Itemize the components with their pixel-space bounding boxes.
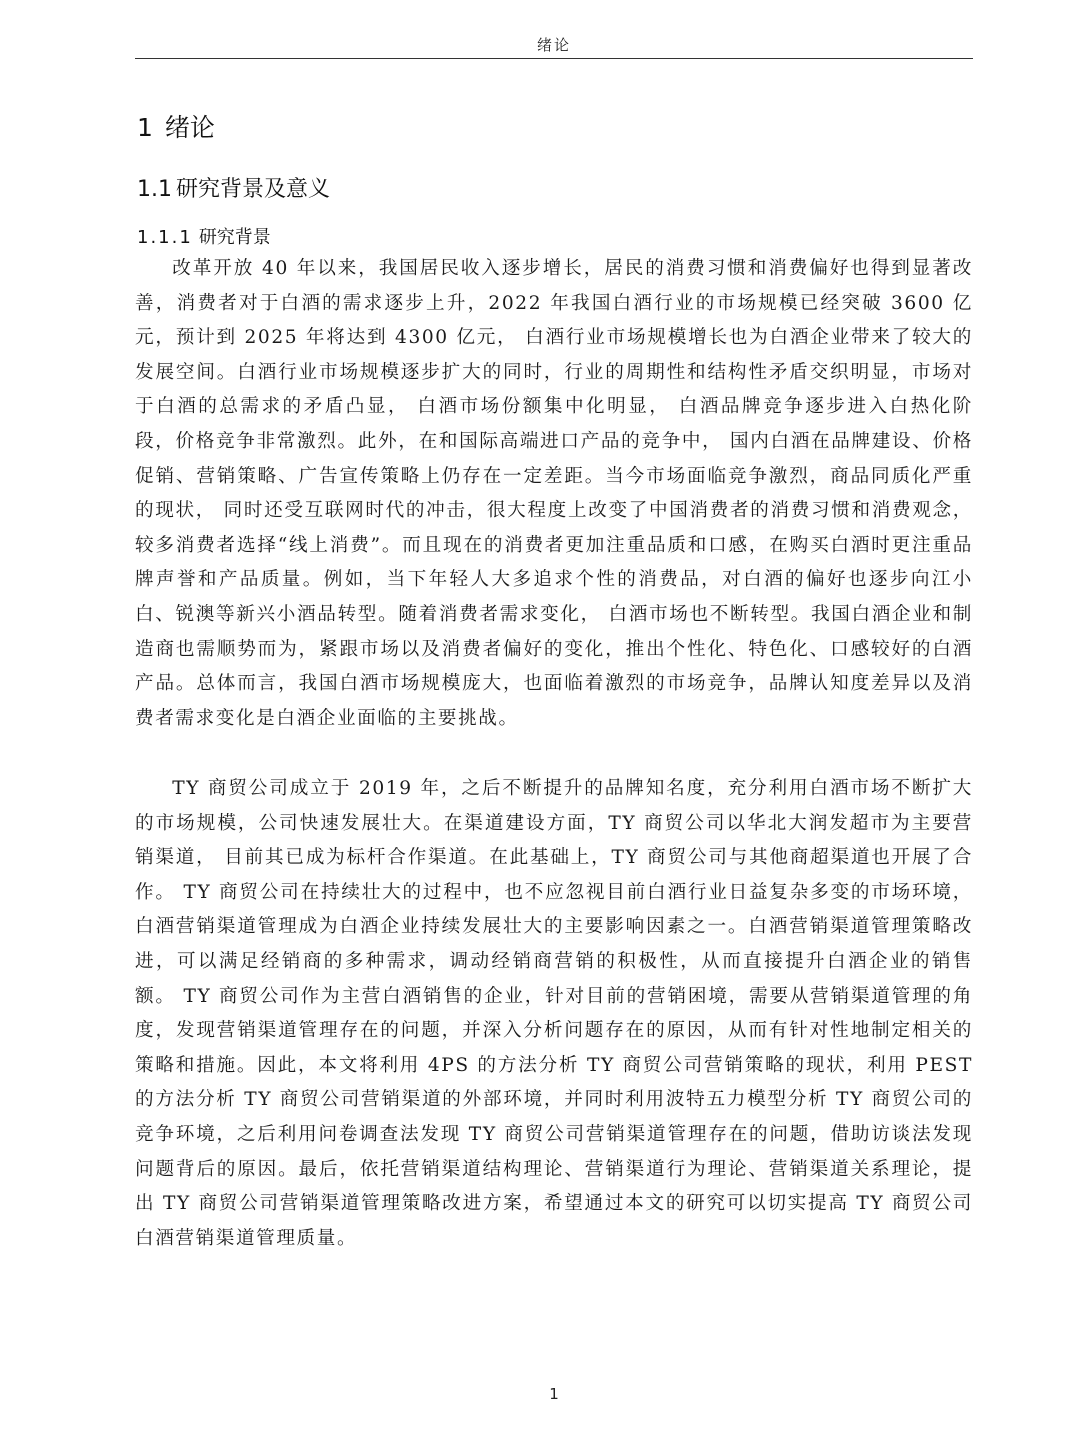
section-heading [137,172,330,203]
header-divider [135,58,973,59]
chapter-number: 1 [137,113,153,142]
section-title: 研究背景及意义 [176,177,331,202]
subsection-number: 1.1.1 [137,227,193,248]
subsection-heading [137,223,271,249]
chapter-heading [137,108,215,144]
paragraph-text: 改革开放 40 年以来，我国居民收入逐步增长，居民的消费习惯和消费偏好也得到显著改善，消费者对于白酒的需求逐步上升，2022 年我国白酒行业的市场规模已经突破 3600 亿元，预计到 2025 年将达到 4300 亿元， 白酒行业市场规模增长也为白酒企业带来了较大的发展空间。白酒行业市场规模逐步扩大的同时，行业的周期性和结构性矛盾交织明显，市场对于白酒的总需求的矛盾凸显， 白酒市场份额集中化明显， 白酒品牌竞争逐步进入白热化阶段，价格竞争非常激烈。此外，在和国际高端进口产品的竞争中， 国内白酒在品牌建设、价格促销、营销策略、广告宣传策略上仍存在一定差距。当今市场面临竞争激烈，商品同质化严重的现状， 同时还受互联网时代的冲击，很大程度上改变了中国消费者的消费习惯和消费观念，较多消费者选择“线上消费”。而且现在的消费者更加注重品质和口感，在购买白酒时更注重品牌声誉和产品质量。例如，当下年轻人大多追求个性的消费品，对白酒的偏好也逐步向江小白、锐澳等新兴小酒品转型。随着消费者需求变化， 白酒市场也不断转型。我国白酒企业和制造商也需顺势而为，紧跟市场以及消费者偏好的变化，推出个性化、特色化、口感较好的白酒产品。总体而言，我国白酒市场规模庞大，也面临着激烈的市场竞争，品牌认知度差异以及消费者需求变化是白酒企业面临的主要挑战。 [135,258,973,729]
chapter-title: 绪论 [164,113,215,142]
body-paragraph-1 [135,252,973,736]
running-header: 绪论 [536,36,571,54]
subsection-title: 研究背景 [198,227,271,248]
page-number: 1 [549,1385,559,1403]
body-paragraph-2 [135,772,973,1256]
section-number: 1.1 [137,177,172,202]
paragraph-text: TY 商贸公司成立于 2019 年，之后不断提升的品牌知名度，充分利用白酒市场不断扩大的市场规模，公司快速发展壮大。在渠道建设方面，TY 商贸公司以华北大润发超市为主要营销渠道， 目前其已成为标杆合作渠道。在此基础上，TY 商贸公司与其他商超渠道也开展了合作。 TY 商贸公司在持续壮大的过程中，也不应忽视目前白酒行业日益复杂多变的市场环境， 白酒营销渠道管理成为白酒企业持续发展壮大的主要影响因素之一。白酒营销渠道管理策略改进，可以满足经销商的多种需求，调动经销商营销的积极性，从而直接提升白酒企业的销售额。 TY 商贸公司作为主营白酒销售的企业，针对目前的营销困境，需要从营销渠道管理的角度，发现营销渠道管理存在的问题，并深入分析问题存在的原因，从而有针对性地制定相关的策略和措施。因此，本文将利用 4PS 的方法分析 TY 商贸公司营销策略的现状，利用 PEST 的方法分析 TY 商贸公司营销渠道的外部环境，并同时利用波特五力模型分析 TY 商贸公司的竞争环境，之后利用问卷调查法发现 TY 商贸公司营销渠道管理存在的问题，借助访谈法发现问题背后的原因。最后，依托营销渠道结构理论、营销渠道行为理论、营销渠道关系理论，提出 TY 商贸公司营销渠道管理策略改进方案，希望通过本文的研究可以切实提高 TY 商贸公司白酒营销渠道管理质量。 [135,778,973,1249]
